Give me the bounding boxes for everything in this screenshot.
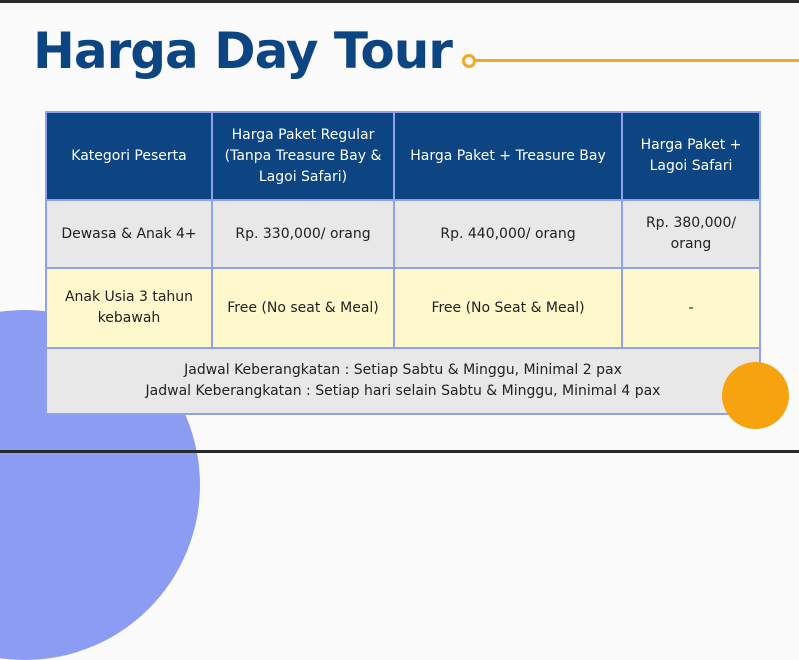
header-paket-regular: Harga Paket Regular (Tanpa Treasure Bay & Lagoi Safari) <box>212 112 394 200</box>
header-paket-treasure-bay: Harga Paket + Treasure Bay <box>394 112 622 200</box>
cell-price-treasure-bay: Free (No Seat & Meal) <box>394 268 622 348</box>
table-row <box>46 268 760 348</box>
cell-price-regular: Rp. 330,000/ orang <box>212 200 394 268</box>
cell-price-lagoi-safari: - <box>622 268 760 348</box>
cell-price-lagoi-safari: Rp. 380,000/ orang <box>622 200 760 268</box>
header-kategori: Kategori Peserta <box>46 112 212 200</box>
header-paket-lagoi-safari: Harga Paket + Lagoi Safari <box>622 112 760 200</box>
schedule-note-row <box>46 348 760 414</box>
price-table <box>45 111 761 415</box>
decorative-accent-dot <box>462 54 476 68</box>
schedule-note-weekday: Jadwal Keberangkatan : Setiap hari selain Sabtu & Minggu, Minimal 4 pax <box>145 383 661 399</box>
cell-price-regular: Free (No seat & Meal) <box>212 268 394 348</box>
decorative-accent-line <box>469 59 799 62</box>
page-title: Harga Day Tour <box>33 22 452 80</box>
table-header-row <box>46 112 760 200</box>
schedule-note-cell <box>46 348 760 414</box>
decorative-orange-circle <box>722 362 789 429</box>
schedule-note-weekend: Jadwal Keberangkatan : Setiap Sabtu & Minggu, Minimal 2 pax <box>184 362 622 378</box>
cell-price-treasure-bay: Rp. 440,000/ orang <box>394 200 622 268</box>
top-border <box>0 0 799 3</box>
table-row <box>46 200 760 268</box>
cell-kategori: Anak Usia 3 tahun kebawah <box>46 268 212 348</box>
cell-kategori: Dewasa & Anak 4+ <box>46 200 212 268</box>
